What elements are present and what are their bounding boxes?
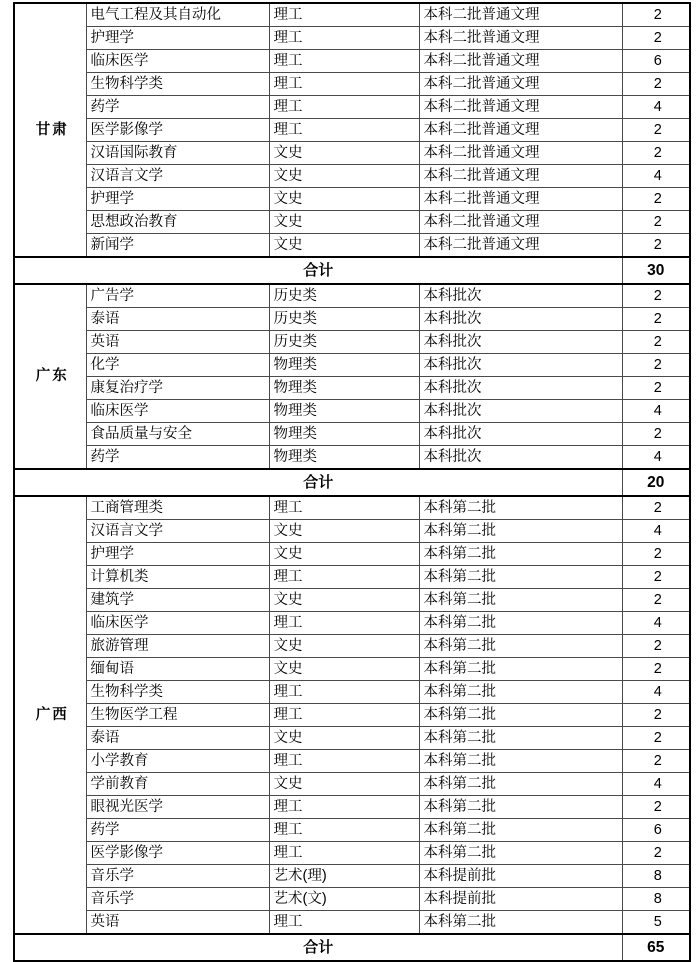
quota-cell: 2 [622, 234, 690, 258]
major-name-cell: 思想政治教育 [86, 211, 269, 234]
major-name-cell: 医学影像学 [86, 842, 269, 865]
quota-cell: 2 [622, 308, 690, 331]
quota-cell: 4 [622, 681, 690, 704]
admission-batch-cell: 本科第二批 [419, 911, 622, 935]
admission-batch-cell: 本科第二批 [419, 681, 622, 704]
quota-cell: 4 [622, 520, 690, 543]
admission-batch-cell: 本科第二批 [419, 704, 622, 727]
table-row [14, 354, 690, 377]
admission-batch-cell: 本科二批普通文理 [419, 119, 622, 142]
table-row [14, 73, 690, 96]
admission-batch-cell: 本科二批普通文理 [419, 142, 622, 165]
table-row [14, 27, 690, 50]
major-name-cell: 护理学 [86, 543, 269, 566]
admission-batch-cell: 本科批次 [419, 331, 622, 354]
subject-category-cell: 文史 [269, 211, 419, 234]
major-name-cell: 汉语言文学 [86, 520, 269, 543]
quota-cell: 4 [622, 446, 690, 470]
table-row [14, 446, 690, 470]
province-label: 广西 [14, 496, 86, 934]
major-name-cell: 护理学 [86, 27, 269, 50]
quota-cell: 2 [622, 658, 690, 681]
admission-batch-cell: 本科批次 [419, 354, 622, 377]
subject-category-cell: 物理类 [269, 377, 419, 400]
quota-cell: 2 [622, 284, 690, 308]
quota-cell: 2 [622, 119, 690, 142]
subject-category-cell: 理工 [269, 704, 419, 727]
admission-batch-cell: 本科批次 [419, 423, 622, 446]
admission-batch-cell: 本科批次 [419, 377, 622, 400]
admission-batch-cell: 本科提前批 [419, 888, 622, 911]
table-row [14, 773, 690, 796]
table-row [14, 888, 690, 911]
total-value: 20 [622, 469, 690, 496]
table-row [14, 704, 690, 727]
major-name-cell: 小学教育 [86, 750, 269, 773]
total-value: 65 [622, 934, 690, 961]
quota-cell: 8 [622, 865, 690, 888]
subject-category-cell: 理工 [269, 566, 419, 589]
subject-category-cell: 文史 [269, 658, 419, 681]
admission-batch-cell: 本科第二批 [419, 566, 622, 589]
subject-category-cell: 文史 [269, 188, 419, 211]
subject-category-cell: 理工 [269, 612, 419, 635]
quota-cell: 2 [622, 377, 690, 400]
table-row [14, 234, 690, 258]
quota-cell: 4 [622, 612, 690, 635]
subject-category-cell: 理工 [269, 3, 419, 27]
table-row [14, 658, 690, 681]
total-row [14, 257, 690, 284]
major-name-cell: 汉语言文学 [86, 165, 269, 188]
table-row [14, 188, 690, 211]
subject-category-cell: 物理类 [269, 446, 419, 470]
table-row [14, 865, 690, 888]
quota-cell: 4 [622, 165, 690, 188]
admission-batch-cell: 本科第二批 [419, 842, 622, 865]
admission-batch-cell: 本科第二批 [419, 796, 622, 819]
major-name-cell: 汉语国际教育 [86, 142, 269, 165]
major-name-cell: 化学 [86, 354, 269, 377]
major-name-cell: 护理学 [86, 188, 269, 211]
admission-batch-cell: 本科二批普通文理 [419, 73, 622, 96]
major-name-cell: 计算机类 [86, 566, 269, 589]
major-name-cell: 生物科学类 [86, 681, 269, 704]
quota-cell: 6 [622, 819, 690, 842]
quota-cell: 6 [622, 50, 690, 73]
major-name-cell: 泰语 [86, 727, 269, 750]
enrollment-plan-table-container [13, 2, 689, 962]
subject-category-cell: 文史 [269, 635, 419, 658]
quota-cell: 8 [622, 888, 690, 911]
table-row [14, 750, 690, 773]
admission-batch-cell: 本科二批普通文理 [419, 96, 622, 119]
major-name-cell: 食品质量与安全 [86, 423, 269, 446]
major-name-cell: 药学 [86, 819, 269, 842]
admission-batch-cell: 本科第二批 [419, 496, 622, 520]
total-row [14, 469, 690, 496]
admission-batch-cell: 本科第二批 [419, 773, 622, 796]
quota-cell: 2 [622, 27, 690, 50]
table-row [14, 3, 690, 27]
quota-cell: 2 [622, 589, 690, 612]
table-row [14, 496, 690, 520]
total-label: 合计 [14, 257, 622, 284]
major-name-cell: 临床医学 [86, 50, 269, 73]
major-name-cell: 眼视光医学 [86, 796, 269, 819]
major-name-cell: 缅甸语 [86, 658, 269, 681]
enrollment-plan-table-body [14, 3, 690, 961]
admission-batch-cell: 本科提前批 [419, 865, 622, 888]
admission-batch-cell: 本科第二批 [419, 750, 622, 773]
table-row [14, 842, 690, 865]
table-row [14, 911, 690, 935]
major-name-cell: 生物科学类 [86, 73, 269, 96]
major-name-cell: 临床医学 [86, 400, 269, 423]
table-row [14, 566, 690, 589]
table-row [14, 377, 690, 400]
total-row [14, 934, 690, 961]
subject-category-cell: 理工 [269, 50, 419, 73]
major-name-cell: 学前教育 [86, 773, 269, 796]
table-row [14, 142, 690, 165]
subject-category-cell: 理工 [269, 73, 419, 96]
major-name-cell: 康复治疗学 [86, 377, 269, 400]
quota-cell: 2 [622, 543, 690, 566]
admission-batch-cell: 本科二批普通文理 [419, 27, 622, 50]
subject-category-cell: 理工 [269, 96, 419, 119]
quota-cell: 2 [622, 704, 690, 727]
table-row [14, 165, 690, 188]
quota-cell: 2 [622, 3, 690, 27]
admission-batch-cell: 本科二批普通文理 [419, 50, 622, 73]
major-name-cell: 广告学 [86, 284, 269, 308]
admission-batch-cell: 本科二批普通文理 [419, 234, 622, 258]
subject-category-cell: 理工 [269, 819, 419, 842]
subject-category-cell: 理工 [269, 681, 419, 704]
subject-category-cell: 艺术(文) [269, 888, 419, 911]
table-row [14, 119, 690, 142]
subject-category-cell: 文史 [269, 520, 419, 543]
subject-category-cell: 理工 [269, 796, 419, 819]
table-row [14, 612, 690, 635]
quota-cell: 5 [622, 911, 690, 935]
subject-category-cell: 文史 [269, 165, 419, 188]
subject-category-cell: 文史 [269, 142, 419, 165]
quota-cell: 2 [622, 496, 690, 520]
subject-category-cell: 理工 [269, 842, 419, 865]
admission-batch-cell: 本科批次 [419, 400, 622, 423]
quota-cell: 2 [622, 750, 690, 773]
subject-category-cell: 理工 [269, 119, 419, 142]
admission-batch-cell: 本科二批普通文理 [419, 165, 622, 188]
subject-category-cell: 物理类 [269, 400, 419, 423]
table-row [14, 50, 690, 73]
admission-batch-cell: 本科批次 [419, 308, 622, 331]
major-name-cell: 药学 [86, 446, 269, 470]
quota-cell: 2 [622, 842, 690, 865]
table-row [14, 796, 690, 819]
quota-cell: 2 [622, 188, 690, 211]
subject-category-cell: 历史类 [269, 308, 419, 331]
table-row [14, 400, 690, 423]
subject-category-cell: 文史 [269, 234, 419, 258]
quota-cell: 2 [622, 566, 690, 589]
total-label: 合计 [14, 469, 622, 496]
quota-cell: 4 [622, 400, 690, 423]
subject-category-cell: 文史 [269, 727, 419, 750]
admission-batch-cell: 本科第二批 [419, 635, 622, 658]
province-label: 甘肃 [14, 3, 86, 257]
subject-category-cell: 理工 [269, 750, 419, 773]
total-label: 合计 [14, 934, 622, 961]
table-row [14, 284, 690, 308]
total-value: 30 [622, 257, 690, 284]
admission-batch-cell: 本科二批普通文理 [419, 3, 622, 27]
admission-batch-cell: 本科第二批 [419, 589, 622, 612]
subject-category-cell: 物理类 [269, 423, 419, 446]
table-row [14, 211, 690, 234]
admission-batch-cell: 本科第二批 [419, 658, 622, 681]
subject-category-cell: 理工 [269, 496, 419, 520]
quota-cell: 2 [622, 796, 690, 819]
quota-cell: 2 [622, 635, 690, 658]
admission-batch-cell: 本科批次 [419, 446, 622, 470]
table-row [14, 308, 690, 331]
table-row [14, 819, 690, 842]
admission-batch-cell: 本科第二批 [419, 612, 622, 635]
major-name-cell: 新闻学 [86, 234, 269, 258]
quota-cell: 2 [622, 331, 690, 354]
subject-category-cell: 历史类 [269, 331, 419, 354]
subject-category-cell: 文史 [269, 589, 419, 612]
table-row [14, 331, 690, 354]
major-name-cell: 电气工程及其自动化 [86, 3, 269, 27]
major-name-cell: 音乐学 [86, 865, 269, 888]
major-name-cell: 生物医学工程 [86, 704, 269, 727]
admission-batch-cell: 本科二批普通文理 [419, 188, 622, 211]
quota-cell: 2 [622, 142, 690, 165]
quota-cell: 2 [622, 211, 690, 234]
major-name-cell: 医学影像学 [86, 119, 269, 142]
subject-category-cell: 物理类 [269, 354, 419, 377]
subject-category-cell: 理工 [269, 27, 419, 50]
quota-cell: 2 [622, 354, 690, 377]
table-row [14, 520, 690, 543]
major-name-cell: 英语 [86, 911, 269, 935]
subject-category-cell: 理工 [269, 911, 419, 935]
table-row [14, 727, 690, 750]
major-name-cell: 英语 [86, 331, 269, 354]
major-name-cell: 泰语 [86, 308, 269, 331]
admission-batch-cell: 本科批次 [419, 284, 622, 308]
table-row [14, 635, 690, 658]
admission-batch-cell: 本科第二批 [419, 819, 622, 842]
admission-batch-cell: 本科第二批 [419, 520, 622, 543]
table-row [14, 681, 690, 704]
major-name-cell: 药学 [86, 96, 269, 119]
major-name-cell: 旅游管理 [86, 635, 269, 658]
major-name-cell: 临床医学 [86, 612, 269, 635]
table-row [14, 96, 690, 119]
enrollment-plan-table [13, 2, 691, 962]
quota-cell: 2 [622, 73, 690, 96]
major-name-cell: 工商管理类 [86, 496, 269, 520]
admission-batch-cell: 本科第二批 [419, 727, 622, 750]
table-row [14, 423, 690, 446]
subject-category-cell: 文史 [269, 773, 419, 796]
table-row [14, 543, 690, 566]
quota-cell: 4 [622, 773, 690, 796]
quota-cell: 4 [622, 96, 690, 119]
quota-cell: 2 [622, 423, 690, 446]
table-row [14, 589, 690, 612]
subject-category-cell: 艺术(理) [269, 865, 419, 888]
admission-batch-cell: 本科二批普通文理 [419, 211, 622, 234]
major-name-cell: 音乐学 [86, 888, 269, 911]
major-name-cell: 建筑学 [86, 589, 269, 612]
subject-category-cell: 文史 [269, 543, 419, 566]
subject-category-cell: 历史类 [269, 284, 419, 308]
admission-batch-cell: 本科第二批 [419, 543, 622, 566]
province-label: 广东 [14, 284, 86, 469]
quota-cell: 2 [622, 727, 690, 750]
